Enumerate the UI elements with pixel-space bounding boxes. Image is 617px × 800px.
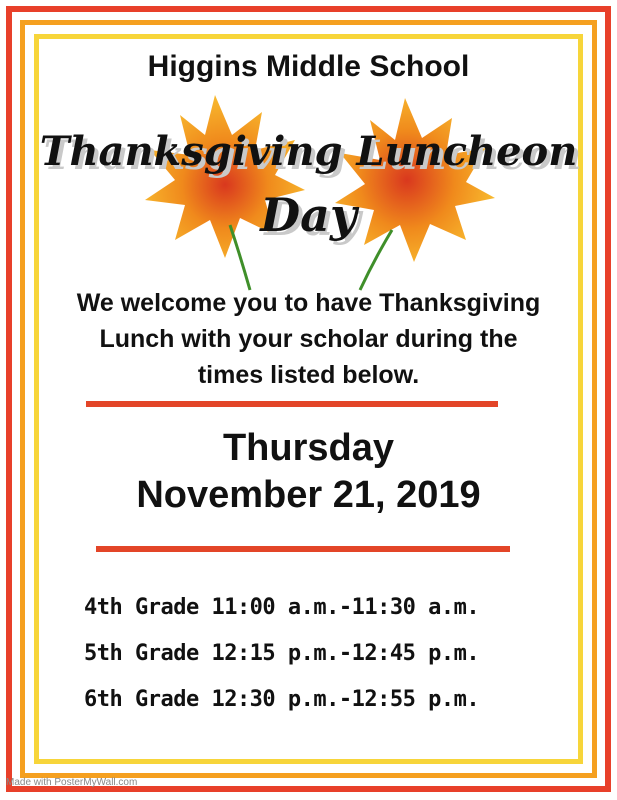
schedule-row-4th-grade: 4th Grade 11:00 a.m.-11:30 a.m. (84, 595, 480, 620)
schedule-row-5th-grade: 5th Grade 12:15 p.m.-12:45 p.m. (84, 641, 480, 666)
watermark-text: Made with PosterMyWall.com (6, 777, 138, 788)
event-date: November 21, 2019 (136, 474, 481, 516)
event-title-line2: Day (260, 188, 357, 242)
divider-top (86, 401, 498, 407)
schedule-row-6th-grade: 6th Grade 12:30 p.m.-12:55 p.m. (84, 687, 480, 712)
event-day: Thursday (222, 427, 395, 469)
event-title-line1: Thanksgiving Luncheon (39, 128, 578, 175)
grade-schedule (84, 585, 564, 723)
school-name: Higgins Middle School (147, 50, 470, 83)
welcome-message: We welcome you to have Thanksgiving Lunch with your scholar during the times listed below. (76, 289, 541, 389)
divider-bottom (96, 546, 510, 552)
